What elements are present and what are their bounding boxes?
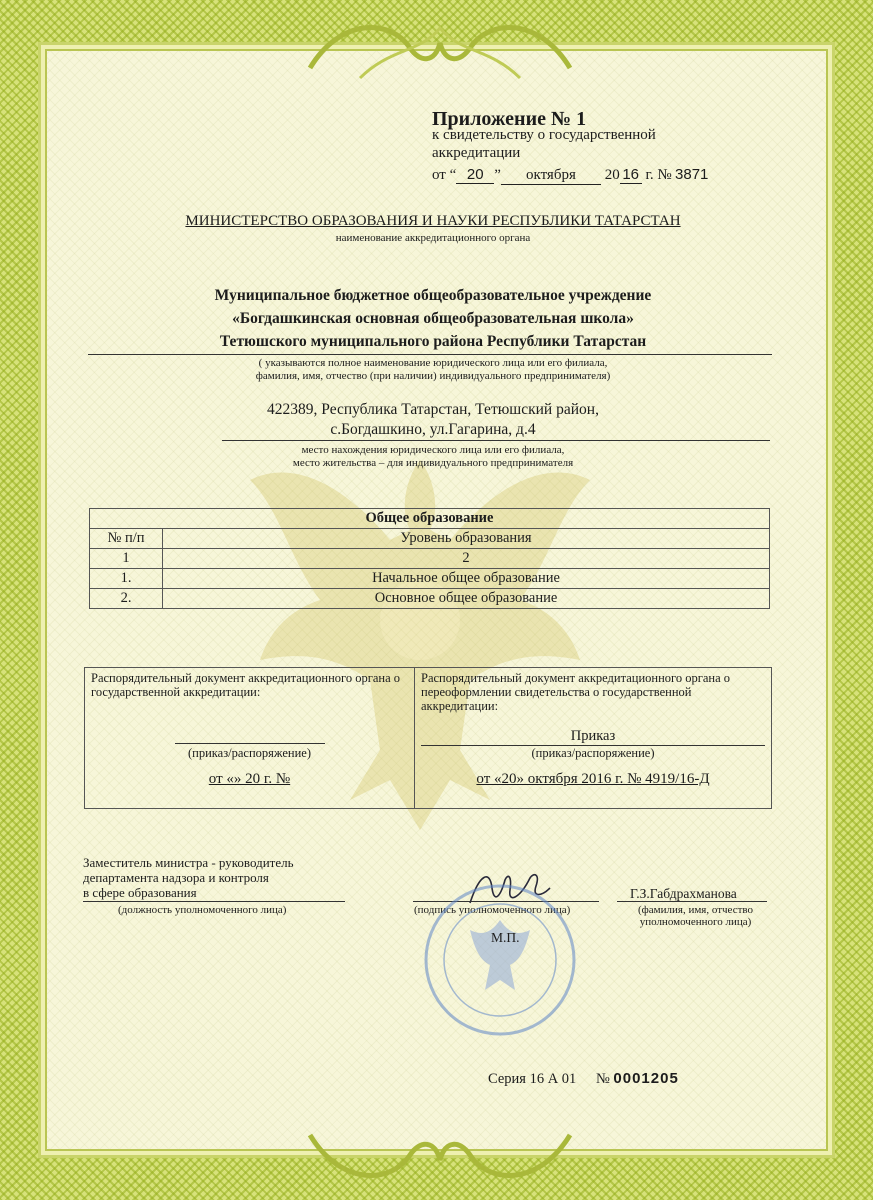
address	[88, 400, 778, 440]
date-day: 20	[456, 166, 494, 184]
header-level: Уровень образования	[163, 529, 770, 549]
header-number: № п/п	[90, 529, 163, 549]
doc-left-date: от «» 20 г. №	[208, 771, 291, 787]
position-hint: (должность уполномоченного лица)	[118, 904, 287, 916]
position-line-3: в сфере образования	[83, 885, 197, 900]
table-row	[90, 589, 770, 609]
row-level: Начальное общее образование	[163, 569, 770, 589]
table-index-row	[90, 549, 770, 569]
organization-hint	[88, 357, 778, 383]
address-underline	[222, 440, 770, 441]
ministry-hint: наименование аккредитационного органа	[335, 232, 531, 244]
appendix-subtitle: к свидетельству о государственной аккредитации	[432, 127, 656, 161]
appendix-date-line	[432, 166, 712, 185]
address-line-1: 422389, Республика Татарстан, Тетюшский район,	[267, 401, 599, 418]
appendix-number: 3871	[675, 166, 709, 183]
ministry-name: МИНИСТЕРСТВО ОБРАЗОВАНИЯ И НАУКИ РЕСПУБЛИКИ ТАТАРСТАН	[185, 213, 681, 229]
position-line-1: Заместитель министра - руководитель	[83, 855, 294, 870]
org-line-1: Муниципальное бюджетное общеобразовательное учреждение	[214, 287, 652, 304]
doc-reissue	[415, 668, 771, 808]
table-title-row	[90, 509, 770, 529]
position-line-2: департамента надзора и контроля	[83, 870, 269, 885]
signer-position	[83, 855, 353, 900]
doc-accreditation	[85, 668, 415, 808]
table-title: Общее образование	[90, 509, 770, 529]
row-number: 2.	[90, 589, 163, 609]
year-prefix: 20	[604, 167, 620, 183]
address-line-2: с.Богдашкино, ул.Гагарина, д.4	[330, 421, 536, 438]
doc-right-caption: Распорядительный документ аккредитационного органа о переоформлении свидетельства о государственной аккредитации:	[421, 671, 730, 713]
number-label: г. №	[645, 167, 672, 183]
documents-box	[84, 667, 772, 809]
org-underline	[88, 354, 772, 355]
name-underline	[617, 901, 767, 902]
date-month: октября	[501, 167, 601, 185]
date-mid: ”	[494, 167, 501, 183]
name-hint-2: уполномоченного лица)	[639, 916, 752, 928]
org-hint-2: фамилия, имя, отчество (при наличии) индивидуального предпринимателя)	[255, 370, 611, 382]
doc-left-type-hint: (приказ/распоряжение)	[187, 746, 312, 760]
position-underline	[83, 901, 345, 902]
year-suffix: 16	[620, 166, 642, 184]
top-ornament	[300, 8, 580, 88]
series-no-sign: №	[595, 1071, 610, 1087]
org-hint-1: ( указываются полное наименование юридического лица или его филиала,	[258, 357, 608, 369]
address-hint-1: место нахождения юридического лица или его филиала,	[301, 444, 565, 456]
series-number: 0001205	[613, 1070, 679, 1087]
table-header-row	[90, 529, 770, 549]
index-cell: 1	[90, 549, 163, 569]
appendix-title: Приложение № 1	[432, 108, 587, 130]
org-line-2: «Богдашкинская основная общеобразовательная школа»	[232, 310, 634, 327]
name-hint-1: (фамилия, имя, отчество	[637, 904, 754, 916]
doc-right-type-hint: (приказ/распоряжение)	[531, 746, 655, 760]
address-hint-2: место жительства – для индивидуального предпринимателя	[292, 457, 574, 469]
address-hint	[88, 444, 778, 470]
row-level: Основное общее образование	[163, 589, 770, 609]
bottom-ornament	[300, 1120, 580, 1195]
name-hint	[618, 904, 773, 928]
series-label: Серия 16 А 01	[488, 1071, 577, 1087]
doc-right-date: от «20» октября 2016 г. № 4919/16-Д	[476, 771, 710, 787]
date-prefix: от “	[432, 167, 457, 183]
org-line-3: Тетюшского муниципального района Республики Татарстан	[219, 333, 647, 350]
official-seal-icon	[420, 880, 580, 1040]
doc-left-caption: Распорядительный документ аккредитационного органа о государственной аккредитации:	[91, 671, 400, 699]
stamp-label: М.П.	[491, 930, 520, 945]
organization-name	[88, 284, 778, 353]
education-table	[89, 508, 770, 609]
signer-name: Г.З.Габдрахманова	[630, 886, 737, 901]
index-cell: 2	[163, 549, 770, 569]
doc-right-type: Приказ	[570, 728, 616, 744]
signature-hint: (подпись уполномоченного лица)	[414, 904, 571, 916]
row-number: 1.	[90, 569, 163, 589]
series-line	[488, 1070, 679, 1088]
doc-left-underline	[175, 743, 325, 744]
table-row	[90, 569, 770, 589]
